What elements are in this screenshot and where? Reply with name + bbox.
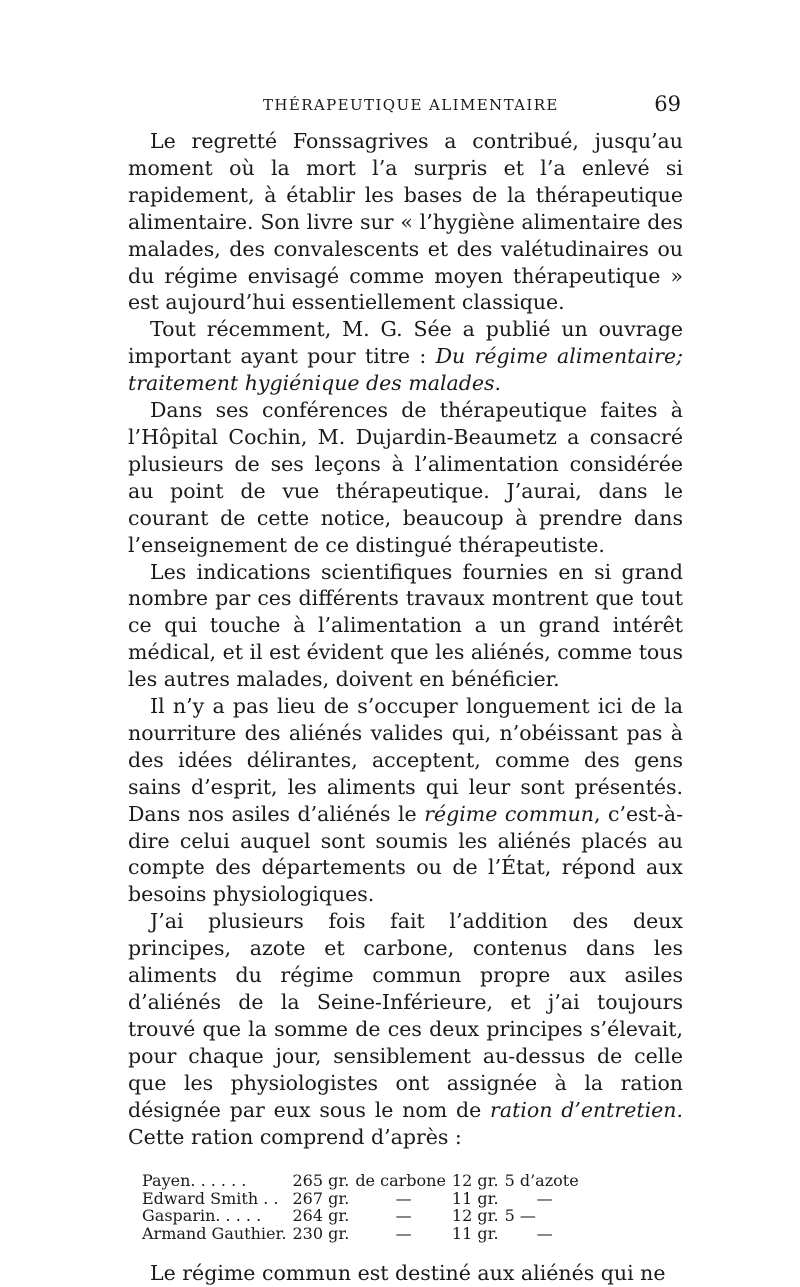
paragraph [128,693,683,908]
text-run: Il n’y a pas lieu de s’occuper longuement ici de la nourriture des aliénés valides qui, n’obéissant pas à des idées délirantes, acceptent, comme des gens sains d’esprit, les aliments qui leur sont présentés. Dans nos asiles d’aliénés le [128,694,683,826]
table-cell: 5 d’azote [504,1171,579,1191]
table-cell: 12 gr. [451,1206,499,1226]
paragraph [128,397,683,558]
table-cell: Armand Gauthier. [142,1223,287,1243]
table-row [142,1225,585,1243]
table-row [142,1190,585,1208]
paragraph [128,316,683,397]
paragraph [128,908,683,1150]
table-cell: 264 gr. [292,1206,350,1226]
book-page [128,92,683,1287]
italic-text: ration d’entretien. [490,1097,683,1122]
table-cell: 12 gr. [451,1171,499,1191]
table-cell: Gasparin. . . . . [142,1206,262,1226]
running-title: THÉRAPEUTIQUE ALIMENTAIRE [263,96,559,114]
paragraph [128,559,683,694]
body-text [128,128,683,1150]
text-run: Tout récemment, M. G. Sée a publié un ouvrage important ayant pour titre : [128,317,683,369]
text-run: Le regretté Fonssagrives a contribué, jusqu’au moment où la mort l’a surpris et l’a enlevé si rapidement, à établir les bases de la thérapeutique alimentaire. Son livre sur « l’hygiène alimentaire des malades, des convalescents et des valétudinaires ou du régime envisagé comme moyen thérapeutique » est aujourd’hui essentiellement classique. [128,129,683,315]
page-number: 69 [654,92,681,116]
table-cell: Edward Smith . . [142,1188,279,1208]
ration-table [142,1172,585,1242]
table-row [142,1207,585,1225]
table-row [142,1172,585,1190]
italic-text: régime commun [424,801,594,826]
text-run: Dans ses conférences de thérapeutique faites à l’Hôpital Cochin, M. Dujardin-Beaumetz a consacré plusieurs de ses leçons à l’alimentation considérée au point de vue thérapeutique. J’aurai, dans le courant de cette notice, beaucoup à prendre dans l’enseignement de ce distingué thérapeutiste. [128,398,683,557]
table-cell: — [395,1188,412,1208]
table-cell: — [395,1206,412,1226]
text-run: J’ai plusieurs fois fait l’addition des deux principes, azote et carbone, contenus dans les aliments du régime commun propre aux asiles d’aliénés de la Seine-Inférieure, et j’ai toujours trouvé que la somme de ces deux principes s’élevait, pour chaque jour, sensiblement au-dessus de celle que les physiologistes ont assignée à la ration désignée par eux sous le nom de [128,909,683,1122]
table-cell: — [536,1223,553,1243]
continuation-line: Le régime commun est destiné aux aliénés qui ne [150,1261,666,1286]
ration-table-container [142,1172,683,1242]
table-cell: 11 gr. [451,1188,499,1208]
text-run: , c’est-à-dire celui auquel sont soumis les aliénés placés au compte des départements ou de l’État, répond aux besoins physiologiques. [128,801,683,907]
table-cell: 5 — [504,1206,536,1226]
table-cell: Payen. . . . . . [142,1171,247,1191]
table-cell: 267 gr. [292,1188,350,1208]
table-cell: 265 gr. [292,1171,350,1191]
text-run: Les indications scientifiques fournies en si grand nombre par ces différents travaux montrent que tout ce qui touche à l’alimentation a un grand intérêt médical, et il est évident que les aliénés, comme tous les autres malades, doivent en bénéficier. [128,559,683,692]
table-cell: de carbone [355,1171,446,1191]
paragraph [128,128,683,316]
table-cell: 230 gr. [292,1223,350,1243]
table-cell: 11 gr. [451,1223,499,1243]
table-cell: — [536,1188,553,1208]
table-cell: — [395,1223,412,1243]
italic-text: Du régime alimentaire; traitement hygiénique des malades. [128,344,684,396]
running-head [128,92,683,128]
text-run: Cette ration comprend d’après : [128,1124,462,1149]
